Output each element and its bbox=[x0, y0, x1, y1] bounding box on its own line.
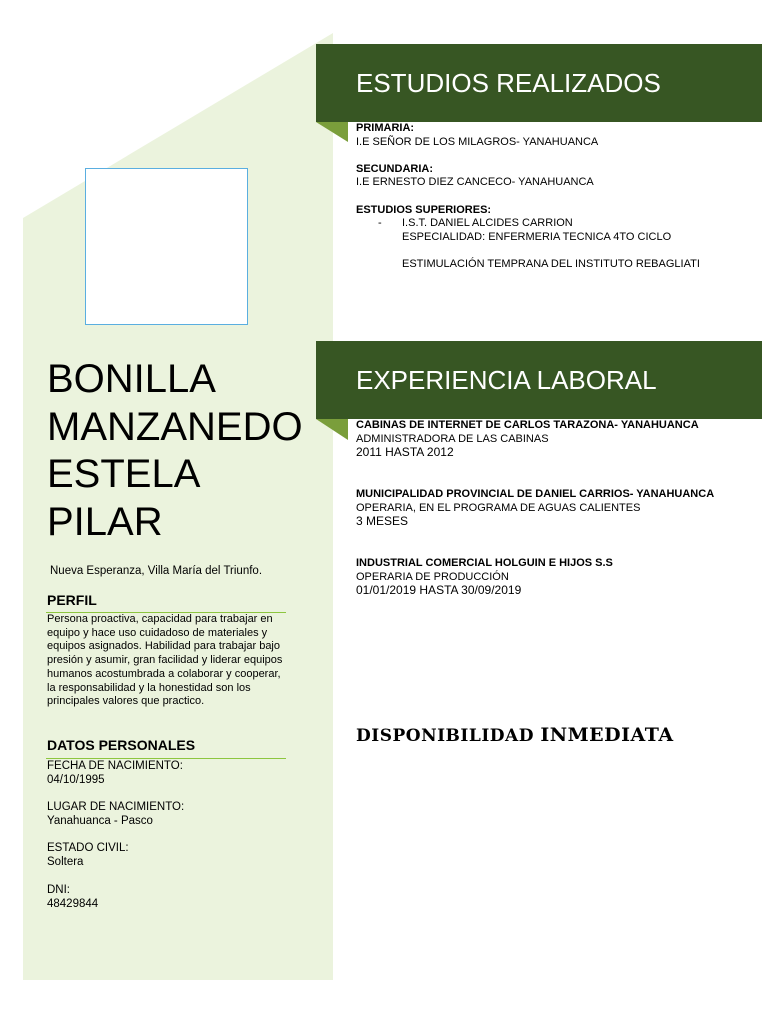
job-company: MUNICIPALIDAD PROVINCIAL DE DANIEL CARRIOS- YANAHUANCA bbox=[356, 488, 715, 500]
name-line-3: ESTELA bbox=[47, 452, 201, 496]
address: Nueva Esperanza, Villa María del Triunfo. bbox=[50, 565, 263, 577]
superior-item bbox=[356, 217, 756, 231]
estudios-header bbox=[316, 44, 762, 122]
datos-label: FECHA DE NACIMIENTO: bbox=[47, 760, 183, 772]
job-entry bbox=[356, 488, 756, 529]
perfil-text: Persona proactiva, capacidad para trabajar en equipo y hace uso cuidadoso de materiales y equipos asignados. Habilidad para trabajar bajo presión y asumir, gran facilidad y liderar equipos humanos acostumbrada a colaborar y cooperar, la responsabilidad y la honestidad son los principales valores que practico. bbox=[47, 613, 283, 708]
estudios-title: ESTUDIOS REALIZADOS bbox=[356, 67, 661, 98]
datos-item bbox=[47, 800, 184, 828]
datos-label: LUGAR DE NACIMIENTO: bbox=[47, 801, 185, 813]
name-line-1: BONILLA bbox=[47, 357, 216, 401]
datos-value: Soltera bbox=[47, 856, 84, 868]
secundaria-value: I.E ERNESTO DIEZ CANCECO- YANAHUANCA bbox=[356, 176, 594, 189]
superior-1: I.S.T. DANIEL ALCIDES CARRION bbox=[402, 217, 573, 230]
job-period: 01/01/2019 HASTA 30/09/2019 bbox=[356, 583, 522, 598]
datos-title: DATOS PERSONALES bbox=[47, 737, 196, 753]
datos-item bbox=[47, 759, 183, 787]
datos-item bbox=[47, 883, 98, 911]
experiencia-title: EXPERIENCIA LABORAL bbox=[356, 364, 657, 395]
job-role: OPERARIA DE PRODUCCIÓN bbox=[356, 570, 509, 583]
datos-item bbox=[47, 841, 129, 869]
datos-value: 48429844 bbox=[47, 898, 99, 910]
job-period: 3 MESES bbox=[356, 514, 409, 529]
superior-2: ESPECIALIDAD: ENFERMERIA TECNICA 4TO CICLO bbox=[402, 230, 672, 243]
secundaria-label: SECUNDARIA: bbox=[356, 162, 433, 175]
datos-label: DNI: bbox=[47, 884, 70, 896]
superior-3: ESTIMULACIÓN TEMPRANA DEL INSTITUTO REBAGLIATI bbox=[402, 257, 700, 270]
superiores-label: ESTUDIOS SUPERIORES: bbox=[356, 203, 492, 216]
name-line-2: MANZANEDO bbox=[47, 405, 303, 449]
primaria-value: I.E SEÑOR DE LOS MILAGROS- YANAHUANCA bbox=[356, 135, 599, 148]
bullet-dash: - bbox=[378, 217, 382, 230]
name-line-4: PILAR bbox=[47, 500, 163, 544]
job-entry bbox=[356, 557, 756, 598]
job-period: 2011 HASTA 2012 bbox=[356, 445, 454, 460]
disponibilidad bbox=[356, 724, 674, 746]
perfil-title: PERFIL bbox=[47, 592, 97, 608]
job-company: CABINAS DE INTERNET DE CARLOS TARAZONA- YANAHUANCA bbox=[356, 419, 699, 431]
primaria-label: PRIMARIA: bbox=[356, 122, 415, 134]
job-role: ADMINISTRADORA DE LAS CABINAS bbox=[356, 432, 549, 445]
disponibilidad-word1: DISPONIBILIDAD bbox=[356, 726, 534, 746]
job-role: OPERARIA, EN EL PROGRAMA DE AGUAS CALIENTES bbox=[356, 501, 641, 514]
datos-value: 04/10/1995 bbox=[47, 774, 105, 786]
job-company: INDUSTRIAL COMERCIAL HOLGUIN E HIJOS S.S bbox=[356, 557, 613, 569]
experiencia-header bbox=[316, 341, 762, 419]
disponibilidad-word2: INMEDIATA bbox=[540, 724, 674, 746]
datos-label: ESTADO CIVIL: bbox=[47, 842, 129, 854]
profile-photo bbox=[85, 168, 248, 325]
estudios-content bbox=[356, 122, 756, 272]
job-entry bbox=[356, 419, 756, 460]
datos-value: Yanahuanca - Pasco bbox=[47, 815, 153, 827]
